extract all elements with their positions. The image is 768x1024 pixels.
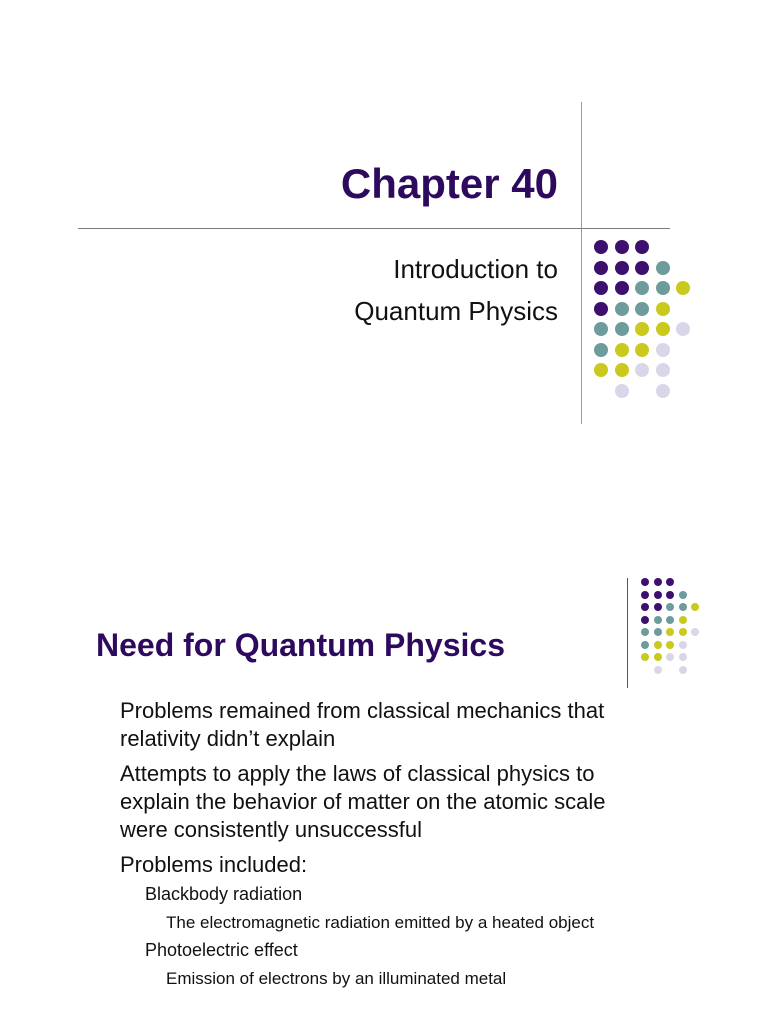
sub-sub-bullet-text: The electromagnetic radiation emitted by a heated object — [166, 913, 595, 932]
decorative-dot — [654, 578, 662, 586]
decorative-dot — [641, 628, 649, 636]
decorative-dot — [656, 363, 670, 377]
decorative-dot — [679, 603, 687, 611]
decorative-dot — [654, 666, 662, 674]
bullet-text: Problems included: — [120, 852, 308, 877]
decorative-dot — [679, 653, 687, 661]
decorative-dot — [641, 578, 649, 586]
decorative-dot — [635, 240, 649, 254]
decorative-dot — [666, 628, 674, 636]
decorative-dot — [654, 591, 662, 599]
decorative-dot — [615, 343, 629, 357]
decorative-dot — [594, 322, 608, 336]
decorative-dot — [654, 641, 662, 649]
decorative-dot — [635, 302, 649, 316]
decorative-dot — [679, 666, 687, 674]
bullet-text: were consistently unsuccessful — [120, 817, 423, 842]
decorative-dot — [594, 302, 608, 316]
decorative-dot — [666, 653, 674, 661]
decorative-dot — [654, 603, 662, 611]
bullet-text: Attempts to apply the laws of classical physics to — [120, 761, 595, 786]
decorative-dot — [679, 616, 687, 624]
decorative-dot — [615, 322, 629, 336]
bullet-text: relativity didn’t explain — [120, 726, 336, 751]
decorative-dot — [594, 343, 608, 357]
subtitle-line-2: Quantum Physics — [354, 296, 558, 326]
slide2-divider-vertical — [627, 578, 628, 688]
decorative-dot — [615, 261, 629, 275]
decorative-dot — [635, 343, 649, 357]
decorative-dot — [656, 384, 670, 398]
decorative-dot — [594, 261, 608, 275]
decorative-dot — [654, 653, 662, 661]
decorative-dot — [691, 628, 699, 636]
decorative-dot — [679, 591, 687, 599]
decorative-dot — [666, 616, 674, 624]
decorative-dot — [594, 363, 608, 377]
decorative-dot — [656, 302, 670, 316]
subtitle-line-1: Introduction to — [393, 254, 558, 284]
decorative-dot — [615, 240, 629, 254]
chapter-title: Chapter 40 — [340, 160, 558, 207]
decorative-dot — [615, 363, 629, 377]
bullet-text: Problems remained from classical mechanics that — [120, 698, 605, 723]
decorative-dot — [635, 322, 649, 336]
decorative-dot — [635, 363, 649, 377]
decorative-dot — [656, 343, 670, 357]
decorative-dot — [691, 603, 699, 611]
decorative-dot — [641, 616, 649, 624]
decorative-dot — [666, 641, 674, 649]
decorative-dot — [656, 322, 670, 336]
sub-sub-bullet-text: Emission of electrons by an illuminated metal — [166, 969, 507, 988]
slide1-divider-horizontal — [78, 228, 670, 229]
decorative-dot — [641, 603, 649, 611]
decorative-dot — [635, 281, 649, 295]
decorative-dot — [666, 578, 674, 586]
decorative-dot — [676, 322, 690, 336]
slide2-title: Need for Quantum Physics — [96, 627, 505, 663]
decorative-dot — [654, 628, 662, 636]
decorative-dot — [615, 281, 629, 295]
decorative-dot — [679, 641, 687, 649]
sub-bullet-text: Blackbody radiation — [145, 884, 303, 904]
decorative-dot — [656, 261, 670, 275]
decorative-dot — [594, 281, 608, 295]
decorative-dot — [594, 240, 608, 254]
decorative-dot — [615, 384, 629, 398]
bullet-text: explain the behavior of matter on the atomic scale — [120, 789, 606, 814]
decorative-dot — [666, 591, 674, 599]
decorative-dot — [635, 261, 649, 275]
slide1-divider-vertical — [581, 102, 582, 424]
sub-bullet-text: Photoelectric effect — [145, 940, 298, 960]
decorative-dot — [679, 628, 687, 636]
decorative-dot — [676, 281, 690, 295]
decorative-dot — [641, 641, 649, 649]
decorative-dot — [666, 603, 674, 611]
decorative-dot — [615, 302, 629, 316]
decorative-dot — [654, 616, 662, 624]
decorative-dot — [656, 281, 670, 295]
decorative-dot — [641, 653, 649, 661]
decorative-dot — [641, 591, 649, 599]
chapter-subtitle — [354, 248, 558, 332]
